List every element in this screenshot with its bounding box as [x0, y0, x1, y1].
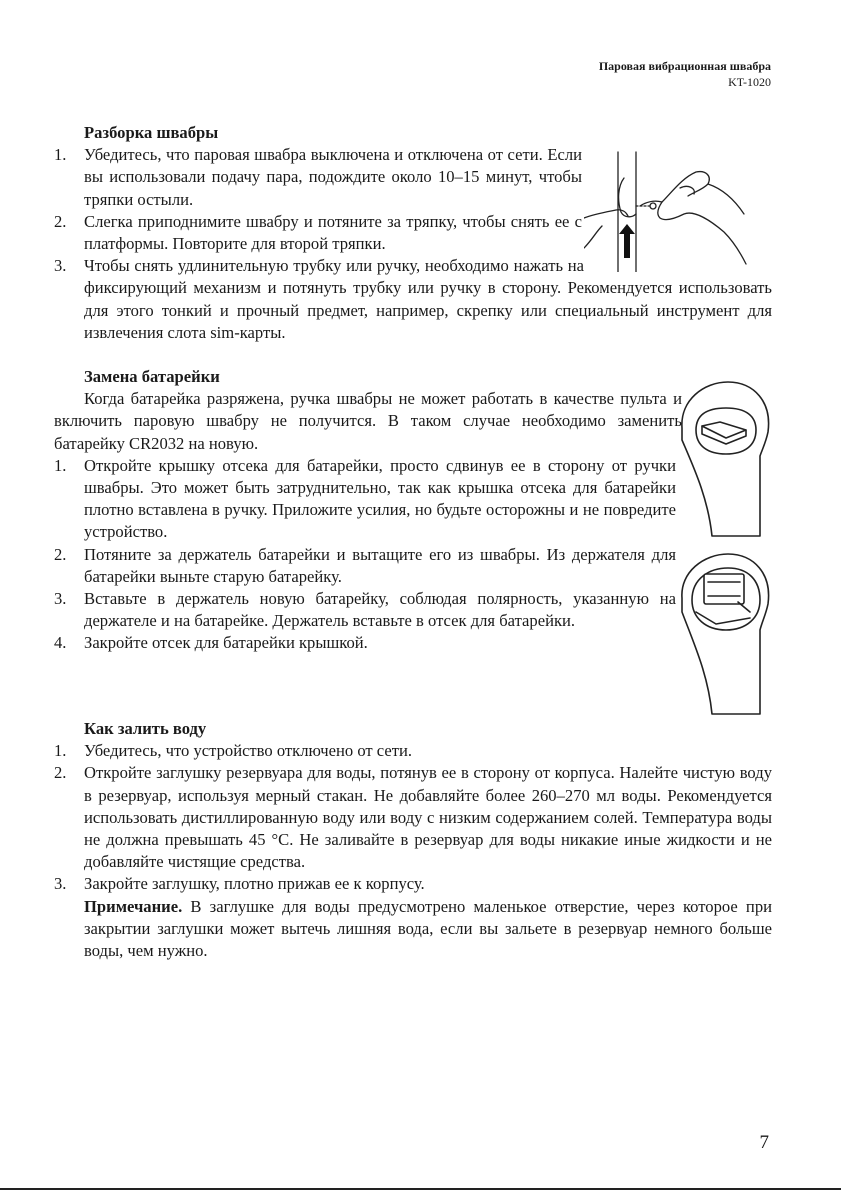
- page-number: 7: [759, 1132, 769, 1153]
- bottom-rule: [0, 1188, 841, 1190]
- list-item: [54, 144, 582, 211]
- item-number: 4.: [54, 633, 67, 653]
- item-number: 1.: [54, 455, 67, 475]
- list-item: [54, 762, 772, 873]
- list-item: [54, 455, 676, 544]
- item-number: 1.: [54, 741, 67, 761]
- steps-list: [54, 740, 772, 962]
- note-label: Примечание.: [84, 896, 183, 916]
- item-text: Закройте отсек для батарейки крышкой.: [84, 633, 368, 653]
- clip-tool-icon: [650, 203, 656, 209]
- right-hand-outline: [640, 172, 709, 206]
- item-number: 2.: [54, 763, 67, 783]
- list-item: [54, 211, 582, 255]
- list-item: [54, 873, 772, 962]
- note-text: В заглушке для воды предусмотрено маленькое отверстие, через которое при закрытии заглушки может вытечь лишняя вода, если вы зальете в резервуар немного больше воды, чем нужно.: [84, 896, 772, 961]
- handle-curve: [619, 178, 636, 217]
- note: [84, 896, 772, 963]
- item-text: Слегка приподнимите швабру и потяните за тряпку, чтобы снять ее с платформы. Повторите для второй тряпки.: [84, 211, 582, 254]
- item-text: Убедитесь, что паровая швабра выключена и отключена от сети. Если вы использовали подачу пара, подождите около 10–15 минут, чтобы тряпки остыли.: [84, 145, 582, 209]
- battery-holder-illustration: [676, 552, 776, 718]
- steps-list: [54, 455, 772, 655]
- page-header: [599, 58, 771, 90]
- item-text: Убедитесь, что устройство отключено от сети.: [84, 741, 413, 761]
- section-water: [54, 718, 772, 962]
- item-text: Вставьте в держатель новую батарейку, соблюдая полярность, указанную на держателе и на батарейке. Держатель вставьте в отсек для батарейки.: [84, 589, 676, 631]
- mop-disassembly-illustration: [584, 148, 754, 272]
- item-text: Потяните за держатель батарейки и вытащите его из швабры. Из держателя для батарейки выньте старую батарейку.: [84, 544, 676, 586]
- section-title: Разборка швабры: [84, 123, 219, 142]
- item-number: 2.: [54, 211, 67, 231]
- item-number: 3.: [54, 874, 67, 894]
- header-model: KT-1020: [728, 75, 771, 89]
- item-text: Откройте заглушку резервуара для воды, потянув ее в сторону от корпуса. Налейте чистую воду в резервуар, используя мерный стакан. Не добавляйте более 260–270 мл воды. Рекомендуется использовать дистиллированную воду или воду с низким содержанием солей. Температура воды не должна превышать 45 °C. Не заливайте в резервуар для воды никакие иные жидкости и не добавляйте чистящие средства.: [84, 763, 772, 872]
- item-number: 3.: [54, 256, 67, 276]
- left-hand-outline: [584, 210, 628, 218]
- arrow-up-icon: [619, 224, 635, 258]
- section-battery: [54, 366, 772, 655]
- handle-outline: [682, 382, 769, 536]
- list-item: [54, 740, 772, 762]
- item-text: Чтобы снять удлинительную трубку или ручку, необходимо нажать на фиксирующий механизм и потянуть трубку или ручку в сторону. Рекомендуется использовать для этого тонкий и прочный предмет, например, скрепку или специальный инструмент для извлечения слота sim-карты.: [84, 256, 772, 342]
- section-title: Замена батарейки: [84, 367, 220, 386]
- item-number: 1.: [54, 145, 67, 165]
- list-item: [54, 588, 676, 632]
- section-title: Как залить воду: [84, 719, 207, 738]
- item-text: Откройте крышку отсека для батарейки, просто сдвинув ее в сторону от ручки швабры. Это может быть затруднительно, так как крышка отсека для батарейки плотно вставлена в ручку. Приложите усилия, но будьте осторожны и не повредите устройство.: [84, 455, 676, 542]
- header-title: Паровая вибрационная швабра: [598, 59, 771, 73]
- battery-holder: [704, 574, 744, 604]
- item-number: 3.: [54, 589, 67, 609]
- section-intro: Когда батарейка разряжена, ручка швабры не может работать в качестве пульта и включить паровую швабру не получится. В таком случае необходимо заменить батарейку CR2032 на новую.: [54, 389, 682, 453]
- list-item: [54, 632, 676, 654]
- item-text: Закройте заглушку, плотно прижав ее к корпусу.: [84, 874, 425, 894]
- list-item: [54, 544, 676, 588]
- item-number: 2.: [54, 544, 67, 564]
- battery-cover-illustration: [676, 378, 776, 540]
